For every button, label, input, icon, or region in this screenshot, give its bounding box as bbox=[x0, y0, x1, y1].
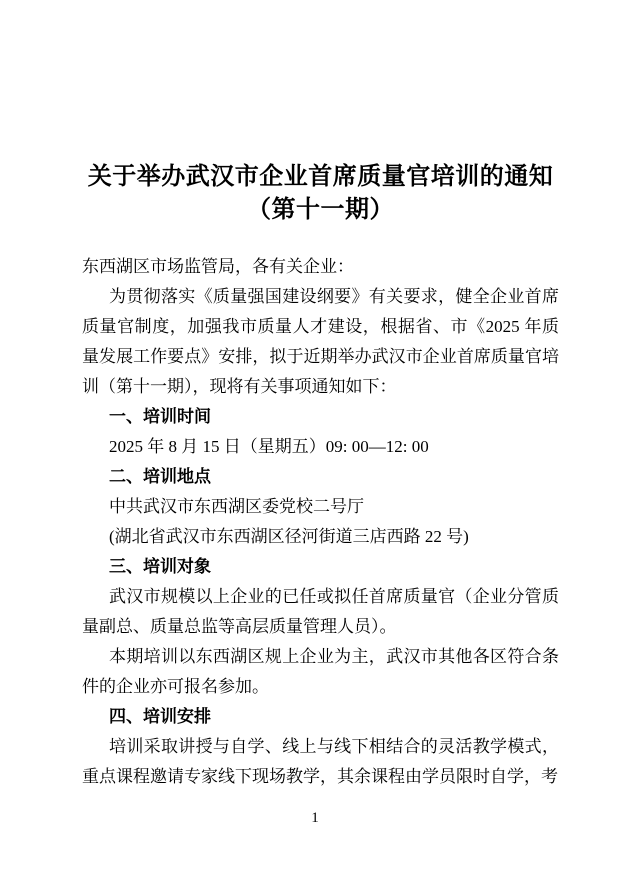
section-paragraph: 2025 年 8 月 15 日（星期五）09: 00—12: 00 bbox=[109, 437, 429, 456]
section-paragraph: 武汉市规模以上企业的已任或拟任首席质量官（企业分管质量副总、质量总监等高层质量管理人员）。 bbox=[82, 587, 559, 636]
document-content bbox=[82, 161, 559, 792]
section-heading: 二、培训地点 bbox=[109, 467, 211, 486]
section-heading: 一、培训时间 bbox=[109, 407, 211, 426]
document-title-line2: （第十一期） bbox=[247, 197, 394, 223]
intro-paragraph: 为贯彻落实《质量强国建设纲要》有关要求，健全企业首席质量官制度，加强我市质量人才建设，根据省、市《2025 年质量发展工作要点》安排，拟于近期举办武汉市企业首席质量官培训（第十一期），现将有关事项通知如下： bbox=[82, 287, 559, 396]
section-paragraph: 培训采取讲授与自学、线上与线下相结合的灵活教学模式，重点课程邀请专家线下现场教学，其余课程由学员限时自学，考 bbox=[82, 737, 559, 786]
section-heading: 四、培训安排 bbox=[109, 707, 211, 726]
document-body bbox=[82, 252, 559, 792]
document-title-line1: 关于举办武汉市企业首席质量官培训的通知 bbox=[87, 164, 554, 190]
document-title bbox=[82, 161, 559, 227]
section-paragraph: (湖北省武汉市东西湖区径河街道三店西路 22 号) bbox=[109, 527, 469, 546]
sections-container bbox=[82, 402, 559, 792]
page-number: 1 bbox=[311, 810, 319, 826]
section-paragraph: 本期培训以东西湖区规上企业为主，武汉市其他各区符合条件的企业亦可报名参加。 bbox=[82, 647, 559, 696]
section-paragraph: 中共武汉市东西湖区委党校二号厅 bbox=[109, 497, 364, 516]
salutation-line: 东西湖区市场监管局，各有关企业： bbox=[82, 257, 354, 276]
section-heading: 三、培训对象 bbox=[109, 557, 211, 576]
